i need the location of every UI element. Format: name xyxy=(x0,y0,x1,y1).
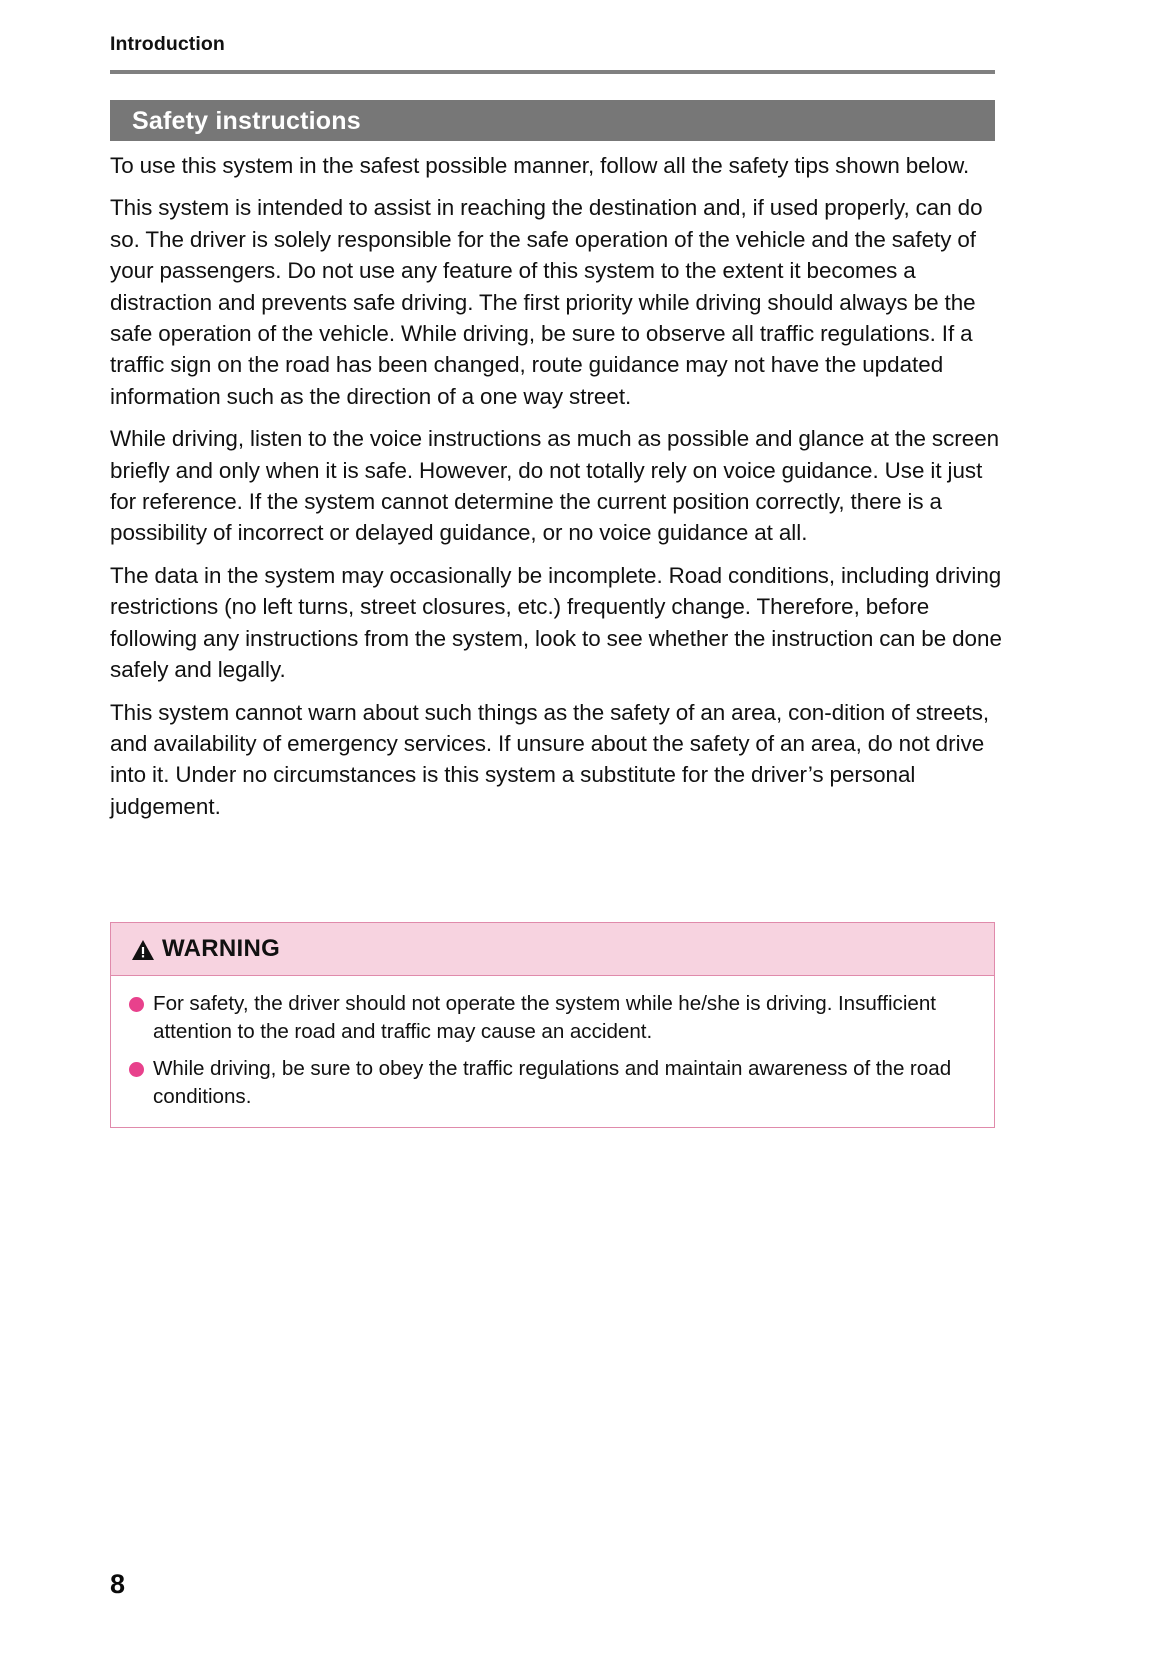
body-paragraph: This system cannot warn about such things as the safety of an area, con-dition of streets, and availability of emergency services. If unsure about the safety of an area, do not drive into it. Under no circumstances is this system a substitute for the driver’s personal judgement. xyxy=(110,699,990,819)
warning-title: WARNING xyxy=(162,935,281,962)
warning-list-item xyxy=(129,990,976,1046)
warning-callout-box xyxy=(110,922,995,1128)
warning-item-text: For safety, the driver should not operate the system while he/she is driving. Insufficient attention to the road and traffic may cause an accident. xyxy=(153,992,937,1043)
warning-item-text: While driving, be sure to obey the traffic regulations and maintain awareness of the road conditions. xyxy=(153,1057,952,1108)
warning-list-item xyxy=(129,1055,976,1111)
header-divider-rule xyxy=(110,70,995,74)
warning-header xyxy=(111,923,994,976)
bullet-dot-icon xyxy=(129,1062,144,1077)
warning-body xyxy=(111,976,994,1127)
body-paragraph: The data in the system may occasionally be incomplete. Road conditions, including driving restrictions (no left turns, street closures, etc.) frequently change. Therefore, before following any instructions from the system, look to see whether the instruction can be done safely and legally. xyxy=(110,562,1002,683)
body-paragraph: To use this system in the safest possible manner, follow all the safety tips shown below. xyxy=(110,153,970,178)
section-banner xyxy=(110,100,995,141)
running-head: Introduction xyxy=(110,33,225,55)
section-title: Safety instructions xyxy=(132,107,361,135)
body-content xyxy=(110,150,1002,833)
page-number: 8 xyxy=(110,1569,126,1599)
body-paragraph: This system is intended to assist in reaching the destination and, if used properly, can do so. The driver is solely responsible for the safe operation of the vehicle and the safety of your passengers. Do not use any feature of this system to the extent it becomes a distraction and prevents safe driving. The first priority while driving should always be the safe operation of the vehicle. While driving, be sure to observe all traffic regulations. If a traffic sign on the road has been changed, route guidance may not have the updated information such as the direction of a one way street. xyxy=(110,195,983,409)
body-paragraph: While driving, listen to the voice instructions as much as possible and glance at the screen briefly and only when it is safe. However, do not totally rely on voice guidance. Use it just for reference. If the system cannot determine the current position correctly, there is a possibility of incorrect or delayed guidance, or no voice guidance at all. xyxy=(110,426,1000,546)
warning-triangle-icon xyxy=(131,939,155,961)
bullet-dot-icon xyxy=(129,997,144,1012)
